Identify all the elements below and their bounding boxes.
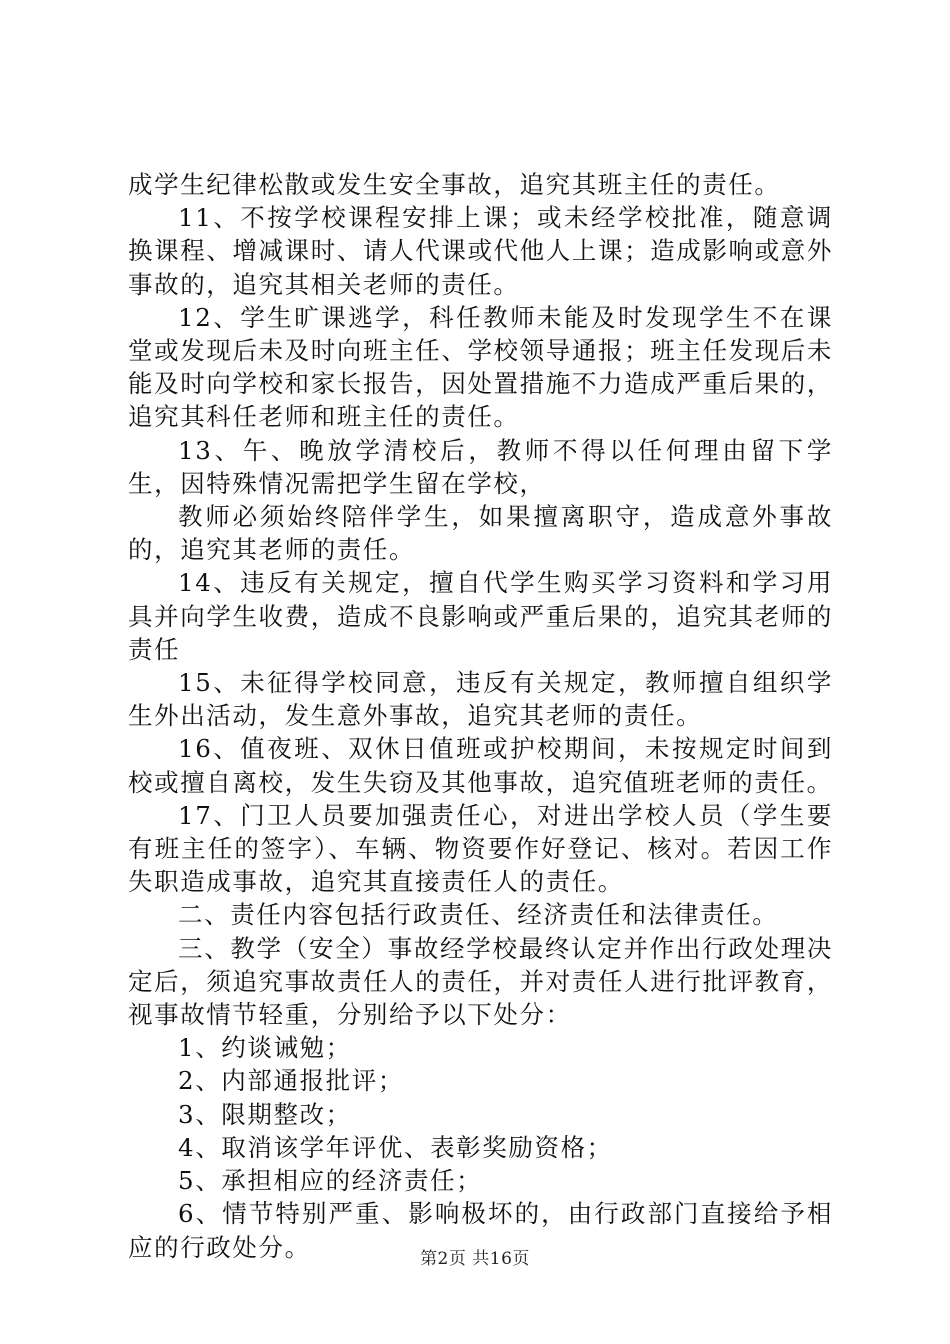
paragraph-item-11: 11、不按学校课程安排上课；或未经学校批准，随意调换课程、增减课时、请人代课或代他人上课；造成影响或意外事故的，追究其相关老师的责任。 [128, 203, 833, 299]
paragraph-continuation: 成学生纪律松散或发生安全事故，追究其班主任的责任。 [128, 170, 781, 199]
penalty-item-4: 4、取消该学年评优、表彰奖励资格； [178, 1132, 613, 1162]
penalty-item-3: 3、限期整改； [178, 1099, 352, 1129]
penalty-item-6: 6、情节特别严重、影响极坏的，由行政部门直接给予相应的行政处分。 [128, 1199, 833, 1262]
document-body [128, 168, 833, 1264]
page-number-footer: 第2页 共16页 [420, 1249, 530, 1269]
paragraph-item-16: 16、值夜班、双休日值班或护校期间，未按规定时间到校或擅自离校，发生失窃及其他事故，追究值班老师的责任。 [128, 734, 833, 797]
paragraph-item-13: 13、午、晚放学清校后，教师不得以任何理由留下学生，因特殊情况需把学生留在学校， [128, 435, 833, 498]
penalty-item-5: 5、承担相应的经济责任； [178, 1166, 483, 1196]
penalty-item-2: 2、内部通报批评； [178, 1066, 404, 1096]
penalty-item-1: 1、约谈诫勉； [178, 1033, 352, 1063]
paragraph-section-3: 三、教学（安全）事故经学校最终认定并作出行政处理决定后，须追究事故责任人的责任，并对责任人进行批评教育，视事故情节轻重，分别给予以下处分： [128, 933, 833, 1030]
paragraph-item-17: 17、门卫人员要加强责任心，对进出学校人员（学生要有班主任的签字）、车辆、物资要作好登记、核对。若因工作失职造成事故，追究其直接责任人的责任。 [128, 800, 833, 897]
paragraph-item-15: 15、未征得学校同意，违反有关规定，教师擅自组织学生外出活动，发生意外事故，追究其老师的责任。 [128, 668, 833, 731]
paragraph-item-14: 14、违反有关规定，擅自代学生购买学习资料和学习用具并向学生收费，造成不良影响或严重后果的，追究其老师的责任 [128, 568, 833, 664]
paragraph-item-13-continued: 教师必须始终陪伴学生，如果擅离职守，造成意外事故的，追究其老师的责任。 [128, 502, 833, 565]
paragraph-item-12: 12、学生旷课逃学，科任教师未能及时发现学生不在课堂或发现后未及时向班主任、学校领导通报；班主任发现后未能及时向学校和家长报告，因处置措施不力造成严重后果的，追究其科任老师和班主任的责任。 [128, 302, 833, 432]
paragraph-section-2: 二、责任内容包括行政责任、经济责任和法律责任。 [178, 900, 779, 930]
